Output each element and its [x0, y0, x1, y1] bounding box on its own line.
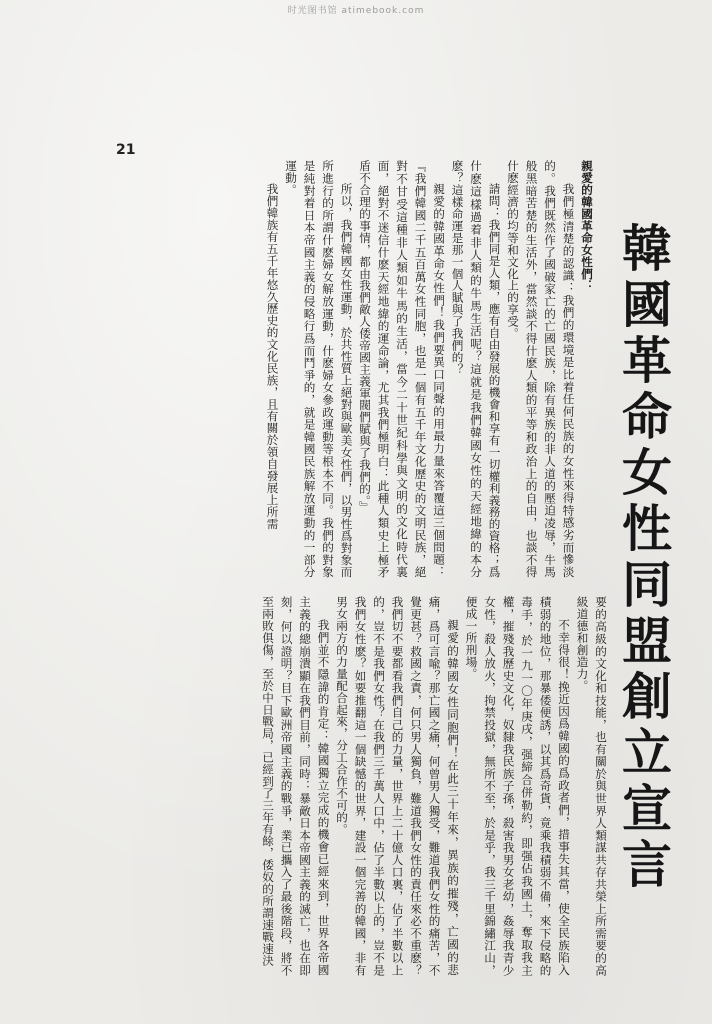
lower-text-block	[76, 596, 610, 976]
paragraph: 要的高級的文化和技能，也有關於與世界人類謀共存共榮上所需要的高級道德和創造力。	[575, 596, 608, 976]
paragraph: 請問：我們同是人類，應有自由發展的機會和享有一切權利義務的資格；爲什麽這樣過着非人類的牛馬生活呢？這就是我們韓國女性的天經地緯的本分麽？這樣命運是那一個人賦與了我們的？	[450, 160, 502, 578]
salutation: 親愛的韓國革命女性們：	[580, 160, 594, 292]
paragraph: 親愛的韓國革命女性們！我們要異口同聲的用最力量來答覆這三個問題：『我們韓國二千五百萬女性同胞，也是一個有五千年文化歷史的文明民族，絕對不甘受這種非人類如牛馬的生活，當今二十世紀科學與文明的文化時代裏面，絕對不迷信什麽天經地緯的運命論，尤其我們極明白：此種人類史上極矛盾不合理的事情，都由我們敵人倭帝國主義軍閥們賦與了我們的。』	[358, 160, 446, 578]
paragraph: 不幸得很！挽近因爲韓國的爲政者們，措事失其當，使全民族陷入積弱的地位，那暴倭便誘，以其爲奇貨，竟乘我積弱不備，來下侵略的毒手，於一九一〇年庚戌，强締合併勒約，即强佔我國土，奪取我主權，摧殘我歷史文化，奴隸我民族子孫，殺害我男女老幼，姦辱我青少女性，殺人放火，拘禁投獄，無所不至，於是乎，我三千里錦繡江山，便成一所刑場。	[464, 596, 571, 976]
watermark: 时光图书馆 atimebook.com	[287, 6, 425, 16]
paragraph: 我們並不隱諱的肯定：韓國獨立完成的機會已經來到，世界各帝國主義的總崩潰顯在我們目前，同時：暴敵日本帝國主義的滅亡，也在即刻，何以證明？目下歐洲帝國主義的戰爭，業已攜入了最後階段，將不至兩敗俱傷，至於中日戰局，已經到了三年有餘，倭奴的所謂速戰速決	[261, 596, 331, 976]
document-title: 韓國革命女性同盟創立宣言	[614, 222, 673, 894]
paragraph: 我們韓族有五千年悠久歷史的文化民族，且有關於領自發展上所需	[265, 183, 280, 530]
paragraph: 親愛的韓國女性同胞們！在此三十年來，異族的摧殘，亡國的悲痛，爲可言喩？那亡國之痛，何曾男人獨受，難道我們女性的痛苦，不覺更甚？救國之責，何只男人獨負，難道我們女性的責任來必不重麽？我們切不要都看我們自己的力量，世界上二十億人口裏，佔了半數以上的，豈不是我們女性？在我們三千萬人口中，佔了半數以上的，豈不是我們女性麽？如要推翻這一個缺憾的世界，建設一個完善的韓國，非有男女兩方的力量配合起來，分工合作不可的。	[335, 596, 460, 976]
paragraph: 所以，我們韓國女性運動，於共性質上絕對與歐美女性們，以男性爲對象而所進行的所謂什麽婦女解放運動，什麽婦女參政運動等根本不同。我們的對象是純對着日本帝國主義的侵略行爲而鬥爭的，就是韓國民族解放運動的一部分運動。	[284, 160, 354, 578]
upper-text-block	[96, 160, 596, 578]
paragraph: 我們極清楚的認識：我們的環境是比着任何民族的女性來得特感劣而慘淡的。我們既然作了國破家亡的亡國民族，除有異族的非人道的壓迫凌辱，牛馬般黑暗苦楚的生活外，當然談不得什麽人類的平等和政治上的自由，也談不得什麽經濟的均等和文化上的享受。	[506, 160, 576, 578]
page-number: 21	[116, 142, 136, 158]
